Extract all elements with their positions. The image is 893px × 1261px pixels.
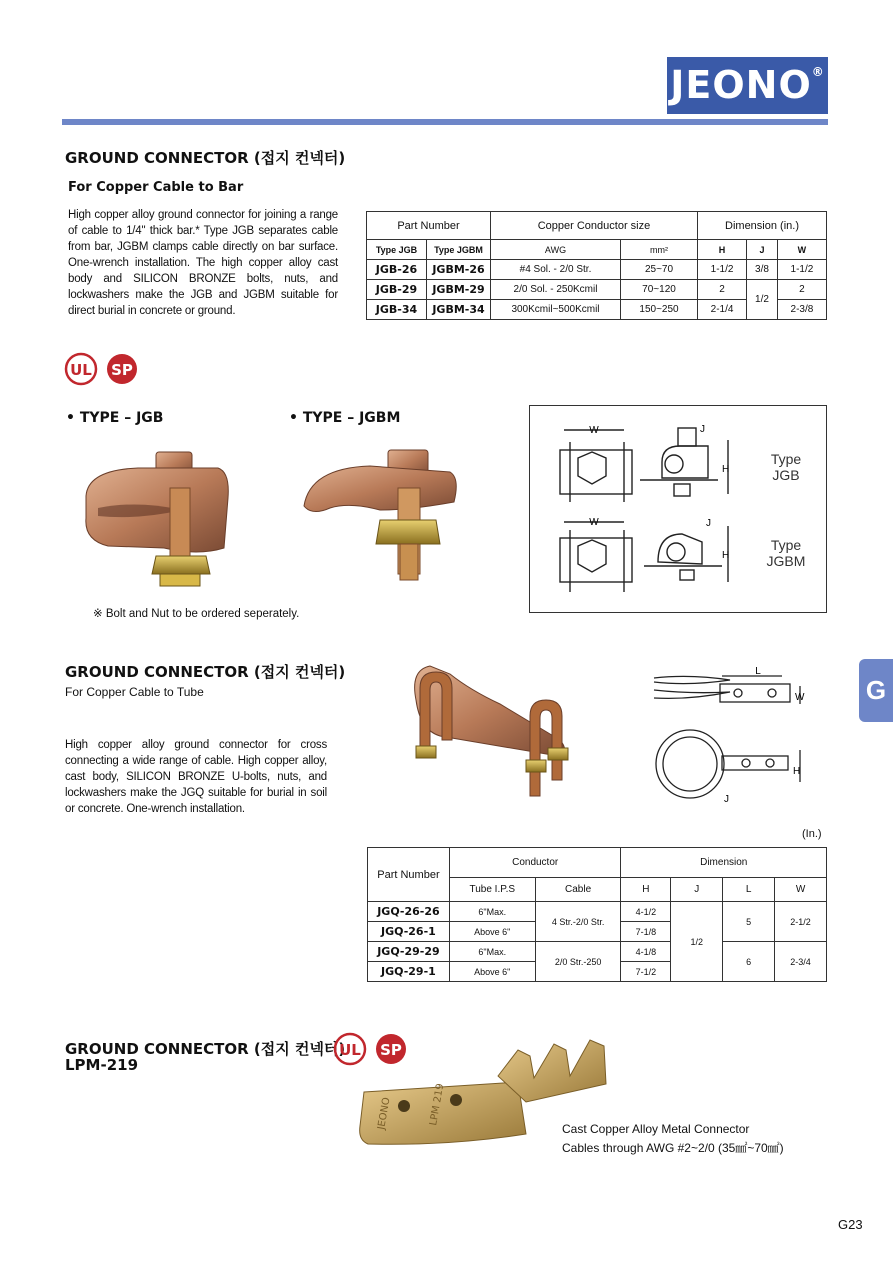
th-h: H: [698, 240, 747, 260]
cell-w: 2: [777, 280, 826, 300]
svg-text:H: H: [722, 550, 730, 561]
table-row: [368, 902, 827, 922]
svg-text:Type: Type: [770, 537, 802, 553]
cell-h: 2-1/4: [698, 300, 747, 320]
cell-w: 2-3/8: [777, 300, 826, 320]
cell-w: 1-1/2: [777, 260, 826, 280]
cell-mm: 70~120: [621, 280, 698, 300]
header-rule: [62, 119, 828, 125]
cell-w: 2-1/2: [775, 902, 827, 942]
th-part-number-label: Part Number: [377, 868, 440, 881]
jgq-spec-table: [367, 847, 827, 982]
lpm-caption-line2: Cables through AWG #2~2/0 (35㎟~70㎟): [562, 1141, 784, 1155]
cell-awg: #4 Sol. - 2/0 Str.: [491, 260, 621, 280]
th-cable: Cable: [535, 878, 621, 902]
th-dimension: Dimension: [621, 848, 827, 878]
th-w: W: [777, 240, 826, 260]
section2-description: High copper alloy ground connector for cross connecting a wide range of cable. High copper alloy, cast body, SILICON BRONZE U-bolts, nuts, and lockwashers make the JGQ suitable for burial in soil or concrete. One-wrench installation.: [65, 739, 327, 815]
cell-mm: 150~250: [621, 300, 698, 320]
brand-name: JEONO: [670, 63, 812, 107]
jgb-spec-table: [366, 211, 827, 320]
svg-text:JEONO: JEONO: [376, 1096, 393, 1131]
cell-awg: 300Kcmil~500Kcmil: [491, 300, 621, 320]
svg-text:J: J: [700, 424, 705, 435]
bolt-nut-note: ※ Bolt and Nut to be ordered seperately.: [93, 608, 300, 620]
th-h: H: [621, 878, 671, 902]
th-j: J: [671, 878, 723, 902]
table-row: [367, 280, 827, 300]
th-awg: AWG: [491, 240, 621, 260]
cell-l: 6: [723, 942, 775, 982]
jgbm-connector-image: [300, 444, 460, 584]
svg-text:UL: UL: [70, 361, 92, 379]
th-mm: mm²: [621, 240, 698, 260]
jgq-dimension-diagram: [650, 664, 810, 804]
svg-text:LPM 219: LPM 219: [428, 1082, 447, 1127]
cell-h: 2: [698, 280, 747, 300]
cell-tube: 6"Max.: [449, 902, 535, 922]
page-number: G23: [838, 1217, 863, 1232]
cell-part: JGQ-29-29: [368, 942, 450, 962]
svg-text:J: J: [724, 794, 729, 804]
cell-j: 3/8: [747, 260, 778, 280]
section1-description: High copper alloy ground connector for joining a range of cable to 1/4" thick bar.* Type JGB separates cable from bar, JGBM clamps cable directly on bar surface. One-wrench installation. The high copper alloy cast body and SILICON BRONZE bolts, nuts, and lockwashers make the JGB and JGBM suitable for direct burial in concrete or ground.: [68, 209, 338, 317]
cell-awg: 2/0 Sol. - 250Kcmil: [491, 280, 621, 300]
section1-subtitle: For Copper Cable to Bar: [68, 180, 244, 195]
th-tube: Tube I.P.S: [449, 878, 535, 902]
svg-text:H: H: [793, 766, 801, 777]
cell-jgb: JGB-34: [367, 300, 427, 320]
cell-jgb: JGB-29: [367, 280, 427, 300]
cell-mm: 25~70: [621, 260, 698, 280]
cell-l: 5: [723, 902, 775, 942]
svg-text:UL: UL: [339, 1041, 361, 1059]
svg-text:JGBM: JGBM: [766, 553, 806, 569]
cell-cable: 2/0 Str.-250: [535, 942, 621, 982]
svg-text:W: W: [589, 425, 599, 436]
th-l: L: [723, 878, 775, 902]
section3-model: LPM-219: [65, 1056, 139, 1074]
section2-title: GROUND CONNECTOR (접지 컨넥터): [65, 663, 346, 681]
th-part-number: Part Number: [367, 212, 491, 240]
cell-part: JGQ-26-1: [368, 922, 450, 942]
cell-tube: Above 6": [449, 962, 535, 982]
section3-title: GROUND CONNECTOR (접지 컨넥터): [65, 1040, 346, 1058]
cell-tube: Above 6": [449, 922, 535, 942]
th-type-jgbm: Type JGBM: [427, 240, 491, 260]
cell-h: 4-1/8: [621, 942, 671, 962]
cell-part: JGQ-29-1: [368, 962, 450, 982]
svg-text:W: W: [795, 692, 805, 703]
table-row: [368, 942, 827, 962]
svg-text:J: J: [706, 518, 711, 529]
th-type-jgb: Type JGB: [367, 240, 427, 260]
lpm-caption-line1: Cast Copper Alloy Metal Connector: [562, 1122, 750, 1136]
csa-logo-icon: [107, 354, 137, 384]
jgb-jgbm-dimension-diagram: [530, 406, 826, 612]
th-dimension: Dimension (in.): [698, 212, 827, 240]
th-conductor: Conductor: [449, 848, 621, 878]
table-row: [367, 260, 827, 280]
registered-mark: ®: [811, 65, 825, 79]
cell-jgb: JGB-26: [367, 260, 427, 280]
ul-logo-icon: [66, 354, 96, 384]
cell-jgbm: JGBM-29: [427, 280, 491, 300]
th-copper-size: Copper Conductor size: [491, 212, 698, 240]
cell-j: 1/2: [671, 902, 723, 982]
cell-jgbm: JGBM-26: [427, 260, 491, 280]
jgb-connector-image: [78, 448, 238, 588]
cell-h: 7-1/2: [621, 962, 671, 982]
svg-text:JGB: JGB: [772, 467, 800, 483]
cell-cable: 4 Str.-2/0 Str.: [535, 902, 621, 942]
section2-subtitle: For Copper Cable to Tube: [65, 685, 204, 699]
svg-text:SP: SP: [380, 1041, 402, 1059]
svg-text:W: W: [589, 517, 599, 528]
cell-h: 7-1/8: [621, 922, 671, 942]
section-tab-g[interactable]: G: [859, 659, 893, 722]
type-jgb-label: • TYPE – JGB: [66, 410, 164, 426]
cell-h: 1-1/2: [698, 260, 747, 280]
svg-text:L: L: [755, 666, 761, 677]
cell-j: 1/2: [747, 280, 778, 320]
unit-label: (In.): [802, 828, 822, 840]
section1-title: GROUND CONNECTOR (접지 컨넥터): [65, 149, 346, 167]
cell-part: JGQ-26-26: [368, 902, 450, 922]
brand-logo: [667, 57, 828, 114]
type-jgbm-label: • TYPE – JGBM: [289, 410, 401, 426]
svg-text:H: H: [722, 464, 730, 475]
th-part-number: [368, 848, 450, 902]
cell-w: 2-3/4: [775, 942, 827, 982]
th-j: J: [747, 240, 778, 260]
cell-tube: 6"Max.: [449, 942, 535, 962]
jgq-connector-image: [380, 660, 580, 806]
svg-text:Type: Type: [770, 451, 802, 467]
certification-logos: [64, 351, 144, 387]
th-w: W: [775, 878, 827, 902]
cell-h: 4-1/2: [621, 902, 671, 922]
svg-text:SP: SP: [111, 361, 133, 379]
cell-jgbm: JGBM-34: [427, 300, 491, 320]
dimension-diagram-box: [529, 405, 827, 613]
